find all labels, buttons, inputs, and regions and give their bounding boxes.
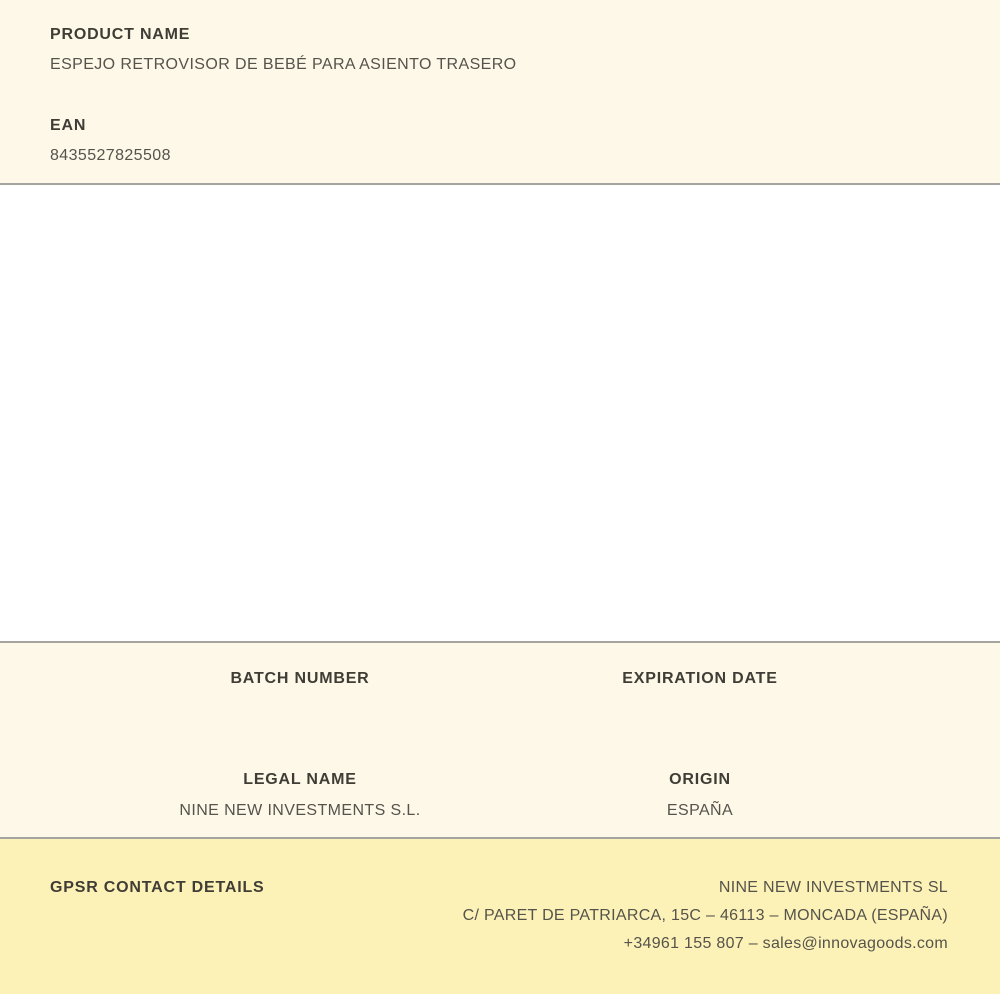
legal-origin-row [100, 770, 900, 821]
legal-name-label: LEGAL NAME [243, 771, 357, 788]
legal-name-field [100, 770, 500, 821]
contact-address: C/ PARET DE PATRIARCA, 15C – 46113 – MONCADA (ESPAÑA) [462, 907, 948, 924]
ean-value: 8435527825508 [50, 147, 171, 164]
product-image-placeholder [0, 185, 1000, 643]
origin-field [500, 770, 900, 821]
gpsr-contact-lines [463, 878, 948, 994]
contact-phone-email: +34961 155 807 – sales@innovagoods.com [623, 935, 948, 952]
batch-expiration-row [100, 669, 900, 700]
product-name-value: ESPEJO RETROVISOR DE BEBÉ PARA ASIENTO TRASERO [50, 56, 517, 73]
product-header-section [0, 0, 1000, 185]
contact-company-name: NINE NEW INVESTMENTS SL [718, 879, 948, 896]
expiration-date-field [500, 669, 900, 700]
batch-number-label: BATCH NUMBER [230, 670, 370, 687]
batch-details-section [0, 643, 1000, 839]
legal-name-value: NINE NEW INVESTMENTS S.L. [179, 802, 421, 819]
origin-label: ORIGIN [669, 771, 731, 788]
gpsr-contact-label: GPSR CONTACT DETAILS [50, 879, 265, 896]
expiration-date-label: EXPIRATION DATE [622, 670, 778, 687]
product-name-label: PRODUCT NAME [50, 26, 191, 43]
gpsr-contact-section [0, 839, 1000, 994]
ean-label: EAN [50, 117, 87, 134]
origin-value: ESPAÑA [666, 802, 734, 819]
batch-number-field [100, 669, 500, 700]
